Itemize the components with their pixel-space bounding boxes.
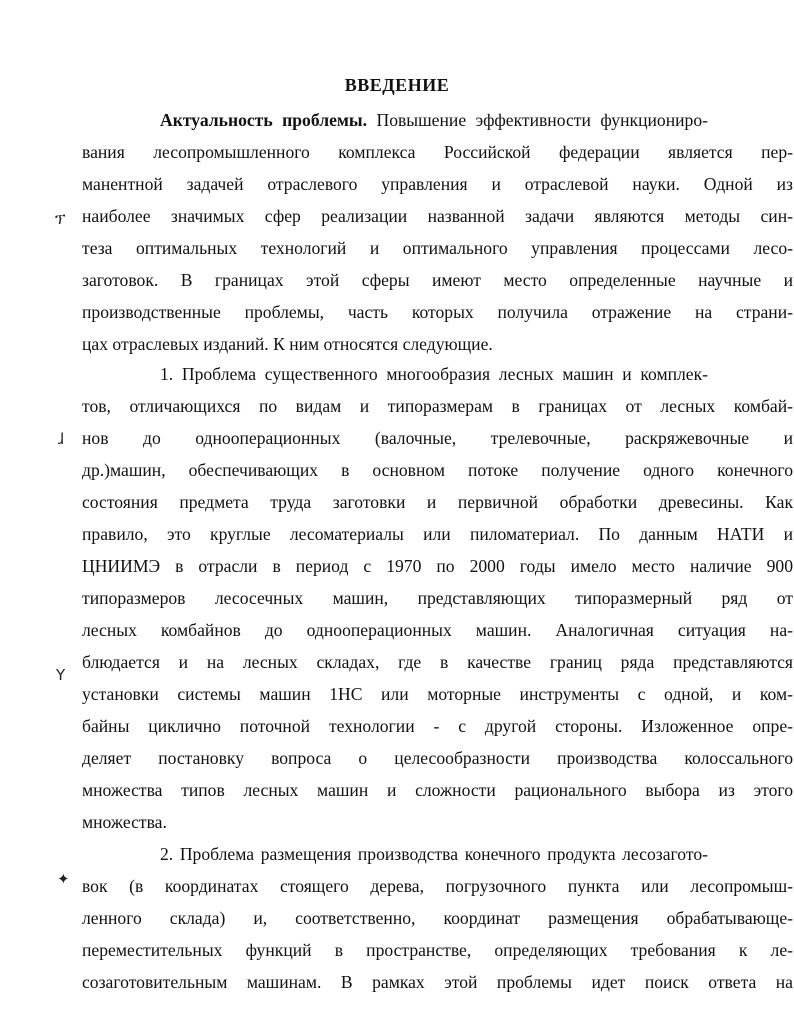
p2-line-2: тов, отличающихся по видам и типоразмерам в границах от лесных комбай- bbox=[82, 396, 793, 416]
p1-line-7: производственные проблемы, часть которых получила отражение на страни- bbox=[82, 302, 793, 322]
margin-mark-2: ɺ bbox=[58, 430, 65, 448]
p1-line-3: манентной задачей отраслевого управления и отраслевой науки. Одной из bbox=[82, 174, 793, 194]
p1-line-1 bbox=[0, 110, 708, 130]
p2-line-10: блюдается и на лесных складах, где в качестве границ ряда представляются bbox=[82, 652, 793, 672]
p3-line-5: созаготовительным машинам. В рамках этой проблемы идет поиск ответа на bbox=[82, 972, 793, 992]
p2-line-9: лесных комбайнов до однооперационных машин. Аналогичная ситуация на- bbox=[82, 620, 793, 640]
p2-line-7: ЦНИИМЭ в отрасли в период с 1970 по 2000 годы имело место наличие 900 bbox=[82, 556, 793, 576]
margin-mark-3: Y bbox=[56, 666, 66, 684]
p3-line-3: ленного склада) и, соответственно, координат размещения обрабатывающе- bbox=[82, 908, 793, 928]
p1-line-1-text: Повышение эффективности функциониро- bbox=[376, 110, 708, 130]
p2-line-6: правило, это круглые лесоматериалы или пиломатериал. По данным НАТИ и bbox=[82, 524, 793, 544]
p2-line-4: др.)машин, обеспечивающих в основном потоке получение одного конечного bbox=[82, 460, 793, 480]
p2-line-13: деляет постановку вопроса о целесообразности производства колоссального bbox=[82, 748, 793, 768]
p3-line-1: 2. Проблема размещения производства конечного продукта лесозагото- bbox=[160, 844, 708, 864]
p3-line-2: вок (в координатах стоящего дерева, погрузочного пункта или лесопромыш- bbox=[82, 876, 793, 896]
p1-line-2: вания лесопромышленного комплекса Российской федерации является пер- bbox=[82, 142, 793, 162]
p2-line-14: множества типов лесных машин и сложности рационального выбора из этого bbox=[82, 780, 793, 800]
p2-line-3: нов до однооперационных (валочные, трелевочные, раскряжевочные и bbox=[82, 428, 793, 448]
p1-line-6: заготовок. В границах этой сферы имеют место определенные научные и bbox=[82, 270, 793, 290]
page-title: ВВЕДЕНИЕ bbox=[344, 75, 450, 95]
p2-line-1: 1. Проблема существенного многообразия лесных машин и комплек- bbox=[160, 364, 708, 384]
p1-line-5: теза оптимальных технологий и оптимального управления процессами лесо- bbox=[82, 238, 793, 258]
margin-mark-4: ✦ bbox=[57, 870, 70, 888]
p2-line-8: типоразмеров лесосечных машин, представляющих типоразмерный ряд от bbox=[82, 588, 793, 608]
p2-line-11: установки системы машин 1НС или моторные инструменты с одной, и ком- bbox=[82, 684, 793, 704]
margin-mark-1: ፕ bbox=[55, 210, 66, 228]
p1-line-4: наиболее значимых сфер реализации названной задачи являются методы син- bbox=[82, 206, 793, 226]
p1-lead: Актуальность проблемы. bbox=[160, 110, 367, 130]
p3-line-4: переместительных функций в пространстве, определяющих требования к ле- bbox=[82, 940, 793, 960]
p2-line-5: состояния предмета труда заготовки и первичной обработки древесины. Как bbox=[82, 492, 793, 512]
p2-line-12: байны циклично поточной технологии - с другой стороны. Изложенное опре- bbox=[82, 716, 793, 736]
p2-line-15: множества. bbox=[82, 812, 167, 832]
p1-line-8: цах отраслевых изданий. К ним относятся следующие. bbox=[82, 334, 493, 354]
